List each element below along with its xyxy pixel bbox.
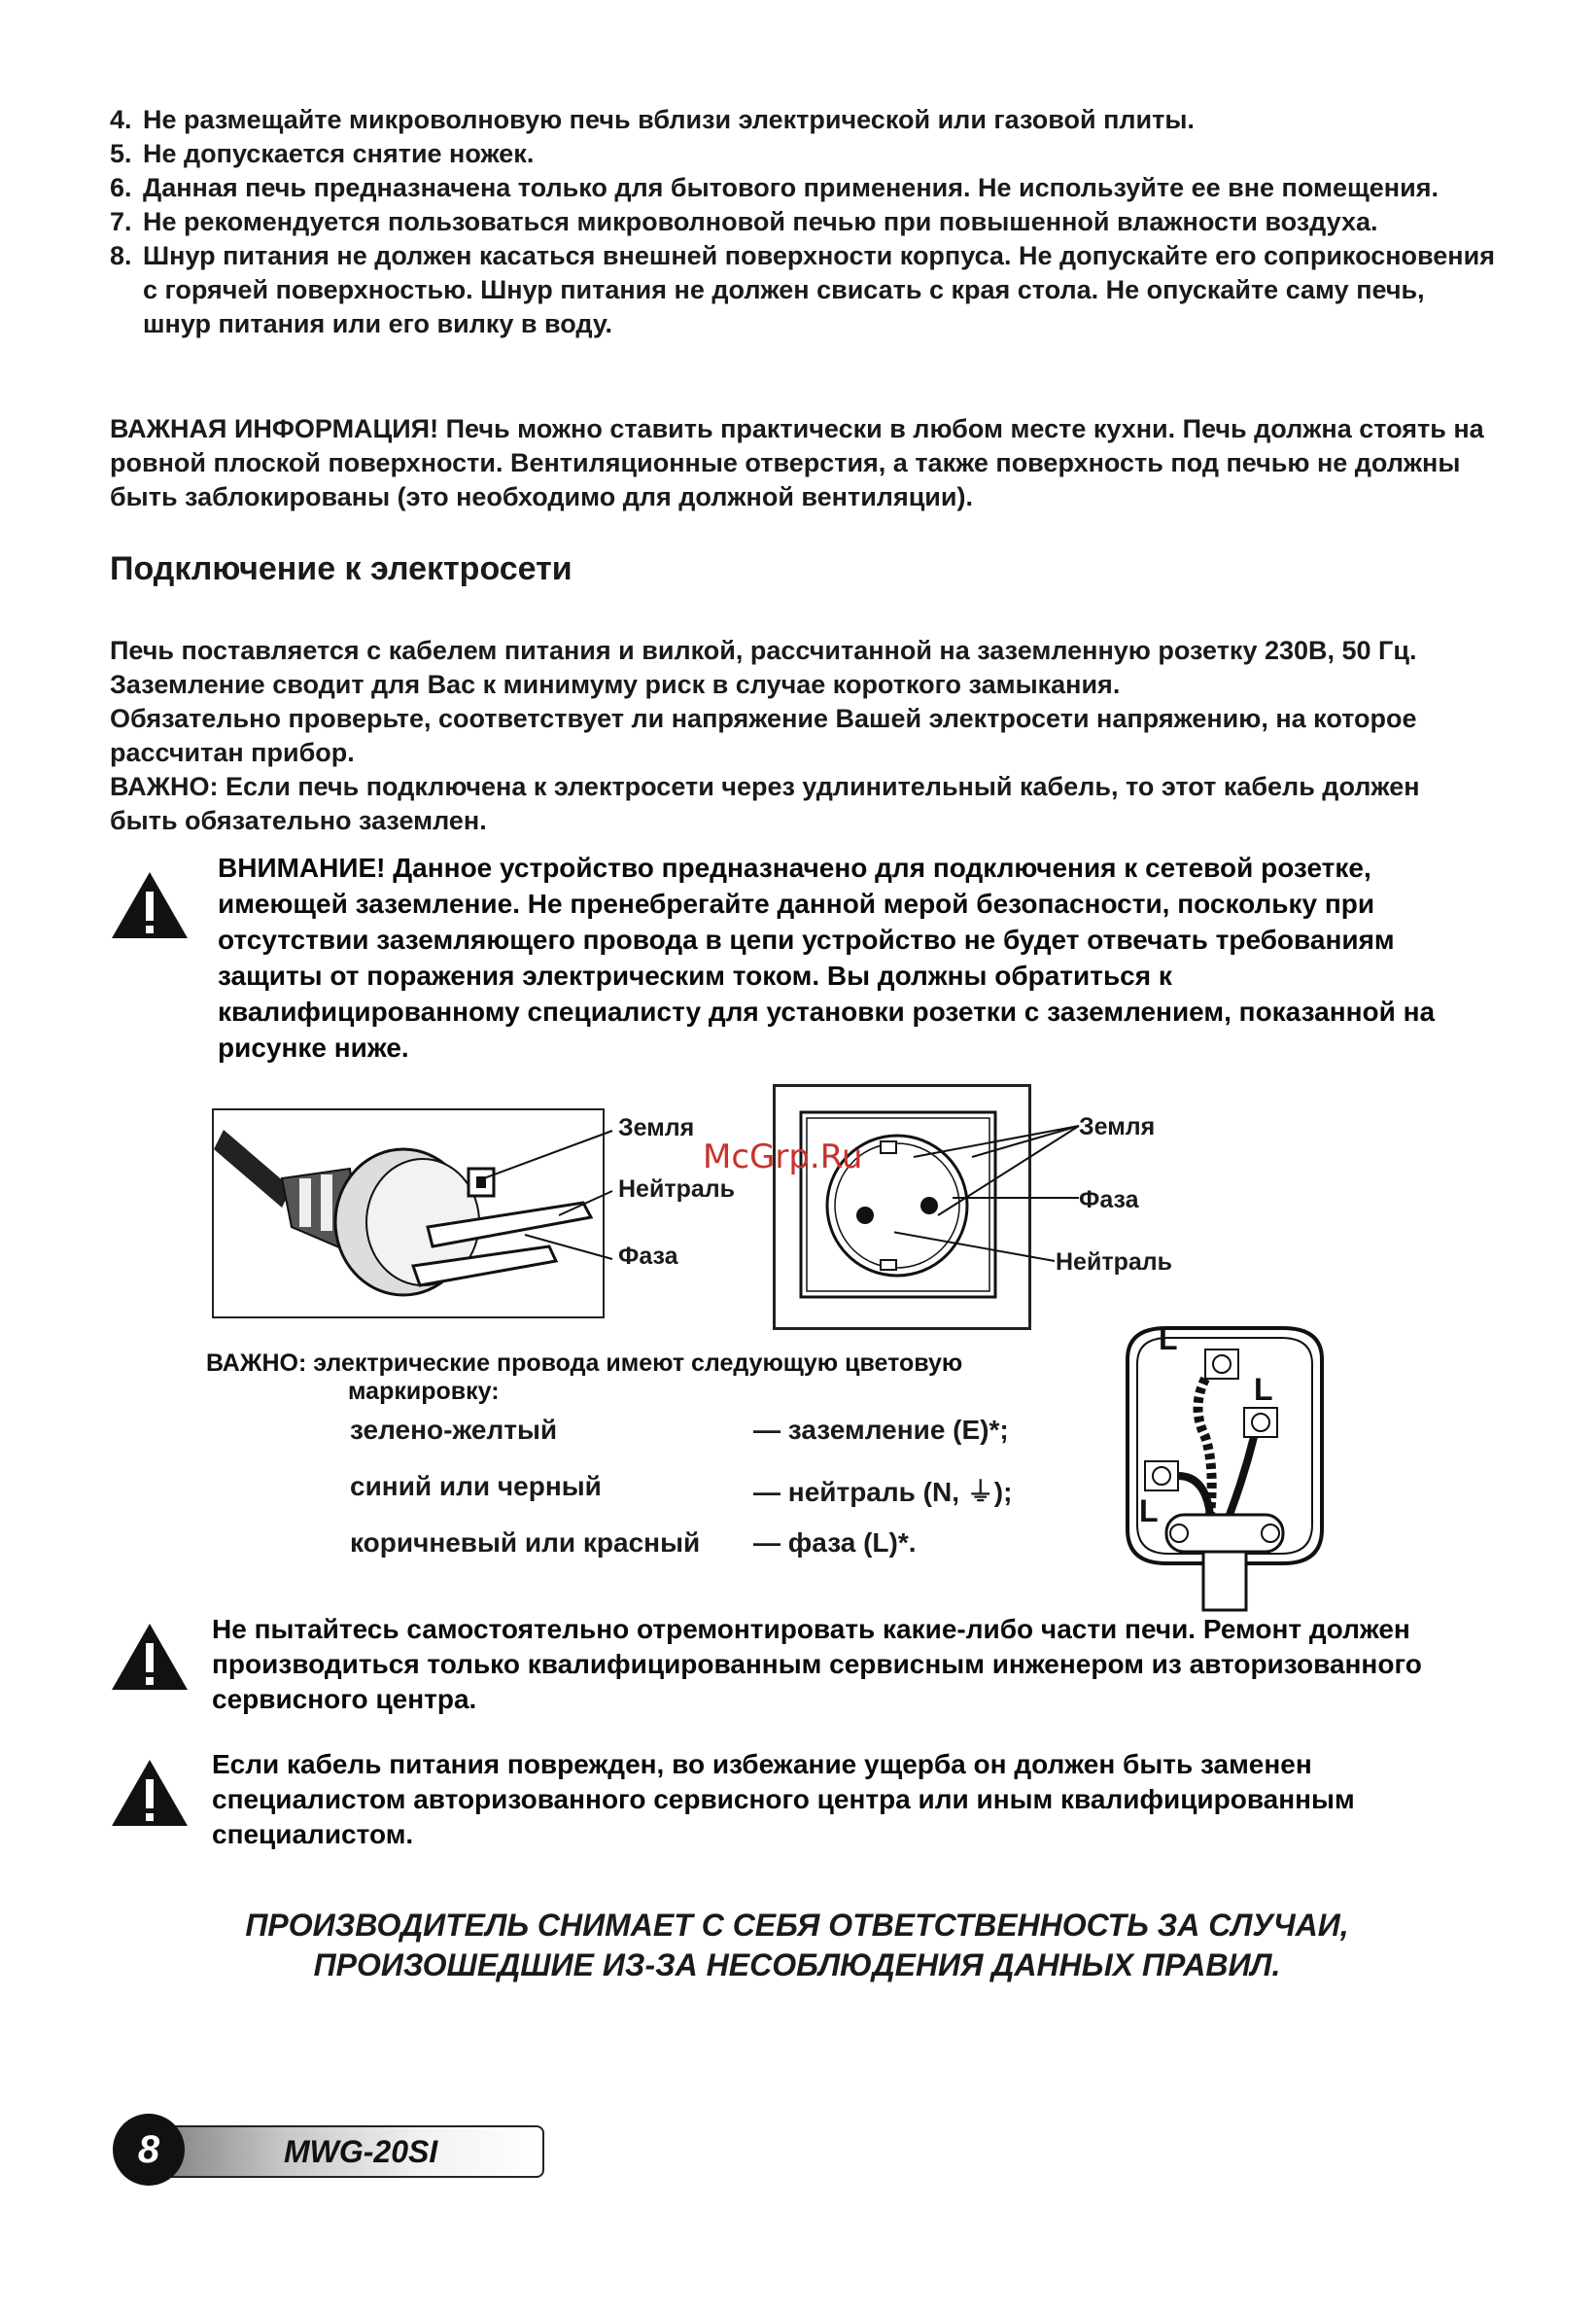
wire-color-table bbox=[350, 1415, 1069, 1584]
page-number-badge bbox=[113, 2114, 185, 2186]
safety-list bbox=[110, 103, 1500, 341]
important-info: ВАЖНАЯ ИНФОРМАЦИЯ! Печь можно ставить практически в любом месте кухни. Печь должна стоять на ровной плоской поверхности. Вентиляционные отверстия, а также поверхность под печью не должны быть заблокированы (это необходимо для должной вентиляции). bbox=[110, 414, 1484, 511]
list-item: 7. Не рекомендуется пользоваться микроволновой печью при повышенной влажности воздуха. bbox=[110, 207, 1378, 236]
socket-label-phase: Фаза bbox=[1079, 1186, 1139, 1213]
plug-label-earth: Земля bbox=[618, 1114, 695, 1141]
list-item: 5. Не допускается снятие ножек. bbox=[110, 139, 535, 168]
warning-icon bbox=[110, 1622, 190, 1692]
socket-label-earth: Земля bbox=[1079, 1113, 1156, 1140]
warning-cable: Если кабель питания поврежден, во избежание ущерба он должен быть заменен специалистом авторизованного сервисного центра или иным квалифицированным специалистом. bbox=[212, 1749, 1355, 1849]
wire-color-intro: ВАЖНО: электрические провода имеют следующую цветовую маркировку: bbox=[206, 1349, 963, 1405]
page-number: 8 bbox=[137, 2128, 160, 2171]
plug-leader-lines bbox=[467, 1123, 622, 1269]
plug-label-phase: Фаза bbox=[618, 1243, 678, 1270]
list-item: 6. Данная печь предназначена только для бытового применения. Не используйте ее вне помещения. bbox=[110, 173, 1439, 202]
list-item: 8. Шнур питания не должен касаться внешней поверхности корпуса. Не допускайте его соприкосновения с горячей поверхностью. Шнур питания не должен свисать с края стола. Не опускайте саму печь, шнур питания или его вилку в воду. bbox=[110, 241, 1495, 338]
socket-label-neutral: Нейтраль bbox=[1056, 1248, 1172, 1276]
plug-label-neutral: Нейтраль bbox=[618, 1175, 735, 1203]
connection-text: Печь поставляется с кабелем питания и вилкой, рассчитанной на заземленную розетку 230В, 50 Гц. Заземление сводит для Вас к минимуму риск в случае короткого замыкания. Обязательно проверьте, соответствует ли напряжение Вашей электросети напряжению, на которое рассчитан прибор. ВАЖНО: Если печь подключена к электросети через удлинительный кабель, то этот кабель должен быть обязательно заземлен. bbox=[110, 636, 1420, 835]
list-item: 4. Не размещайте микроволновую печь вблизи электрической или газовой плиты. bbox=[110, 105, 1195, 134]
terminal-letter: L bbox=[1159, 1321, 1178, 1356]
plug-wiring-diagram bbox=[1098, 1320, 1351, 1631]
disclaimer: ПРОИЗВОДИТЕЛЬ СНИМАЕТ С СЕБЯ ОТВЕТСТВЕННОСТЬ ЗА СЛУЧАИ, ПРОИЗОШЕДШИЕ ИЗ-ЗА НЕСОБЛЮДЕНИЯ ДАННЫХ ПРАВИЛ. bbox=[245, 1908, 1349, 1982]
terminal-letter: L bbox=[1139, 1493, 1159, 1528]
terminal-letter: L bbox=[1254, 1372, 1273, 1407]
footer-model-bar bbox=[146, 2125, 544, 2178]
warning-grounding: ВНИМАНИЕ! Данное устройство предназначено для подключения к сетевой розетке, имеющей заземление. Не пренебрегайте данной мерой безопасности, поскольку при отсутствии заземляющего провода в цепи устройство не будет отвечать требованиям защиты от поражения электрическим током. Вы должны обратиться к квалифицированному специалисту для установки розетки с заземлением, показанной на рисунке ниже. bbox=[218, 853, 1436, 1063]
section-title: Подключение к электросети bbox=[110, 550, 572, 587]
table-row: коричневый или красный — фаза (L)*. bbox=[350, 1527, 917, 1558]
watermark: McGrp.Ru bbox=[703, 1138, 863, 1176]
table-row: зелено-желтый — заземление (Е)*; bbox=[350, 1415, 1009, 1445]
warning-icon bbox=[110, 870, 190, 940]
table-row: синий или черный — нейтраль (N, ⏚); bbox=[350, 1471, 1013, 1507]
warning-repair: Не пытайтесь самостоятельно отремонтировать какие-либо части печи. Ремонт должен производиться только квалифицированным сервисным инженером из авторизованного сервисного центра. bbox=[212, 1614, 1422, 1714]
model-name: MWG-20SI bbox=[284, 2134, 438, 2169]
warning-icon bbox=[110, 1758, 190, 1828]
